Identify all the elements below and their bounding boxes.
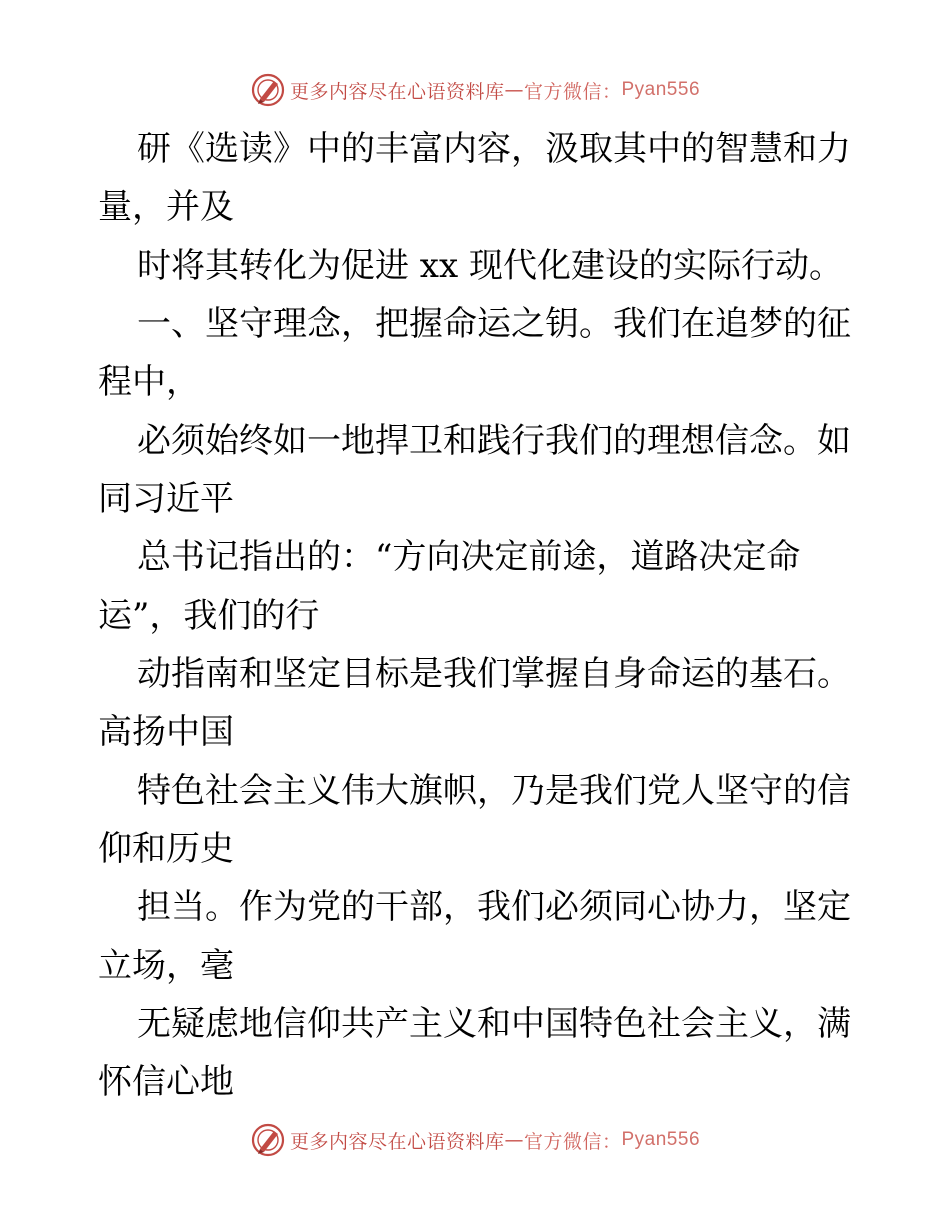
footer-watermark — [0, 1120, 950, 1160]
watermark-dash: — — [504, 1129, 524, 1151]
body-line: 无疑虑地信仰共产主义和中国特色社会主义，满 — [137, 1004, 851, 1044]
body-line: 担当。作为党的干部，我们必须同心协力，坚定 — [137, 887, 851, 927]
body-line: 运”，我们的行 — [98, 596, 320, 636]
body-line: 高扬中国 — [98, 712, 234, 752]
body-line: 必须始终如一地捍卫和践行我们的理想信念。如 — [137, 421, 851, 461]
header-watermark — [0, 70, 950, 110]
body-line: 动指南和坚定目标是我们掌握自身命运的基石。 — [137, 654, 851, 694]
pen-logo-icon — [250, 72, 286, 108]
body-line: 程中， — [98, 362, 200, 402]
watermark-wechat-label: 官方微信： — [523, 80, 622, 103]
pen-logo-icon — [250, 1122, 286, 1158]
body-line: 同习近平 — [98, 479, 234, 519]
watermark-title: 更多内容尽在心语资料库 — [289, 1130, 505, 1153]
body-line: 量，并及 — [98, 187, 234, 227]
body-line: 仰和历史 — [98, 829, 234, 869]
body-line: 立场，毫 — [98, 946, 234, 986]
watermark-wechat-id: Pyan556 — [621, 79, 701, 100]
body-line: 时将其转化为促进 xx 现代化建设的实际行动。 — [137, 246, 843, 286]
watermark-wechat-id: Pyan556 — [621, 1129, 701, 1150]
body-line: 一、坚守理念，把握命运之钥。我们在追梦的征 — [137, 304, 851, 344]
watermark-title: 更多内容尽在心语资料库 — [289, 80, 505, 103]
body-line: 总书记指出的：“方向决定前途，道路决定命 — [137, 537, 801, 577]
body-line: 特色社会主义伟大旗帜，乃是我们党人坚守的信 — [137, 771, 851, 811]
watermark-dash: — — [504, 79, 524, 101]
body-line: 研《选读》中的丰富内容，汲取其中的智慧和力 — [137, 129, 851, 169]
body-line: 怀信心地 — [98, 1062, 234, 1102]
watermark-wechat-label: 官方微信： — [523, 1130, 622, 1153]
